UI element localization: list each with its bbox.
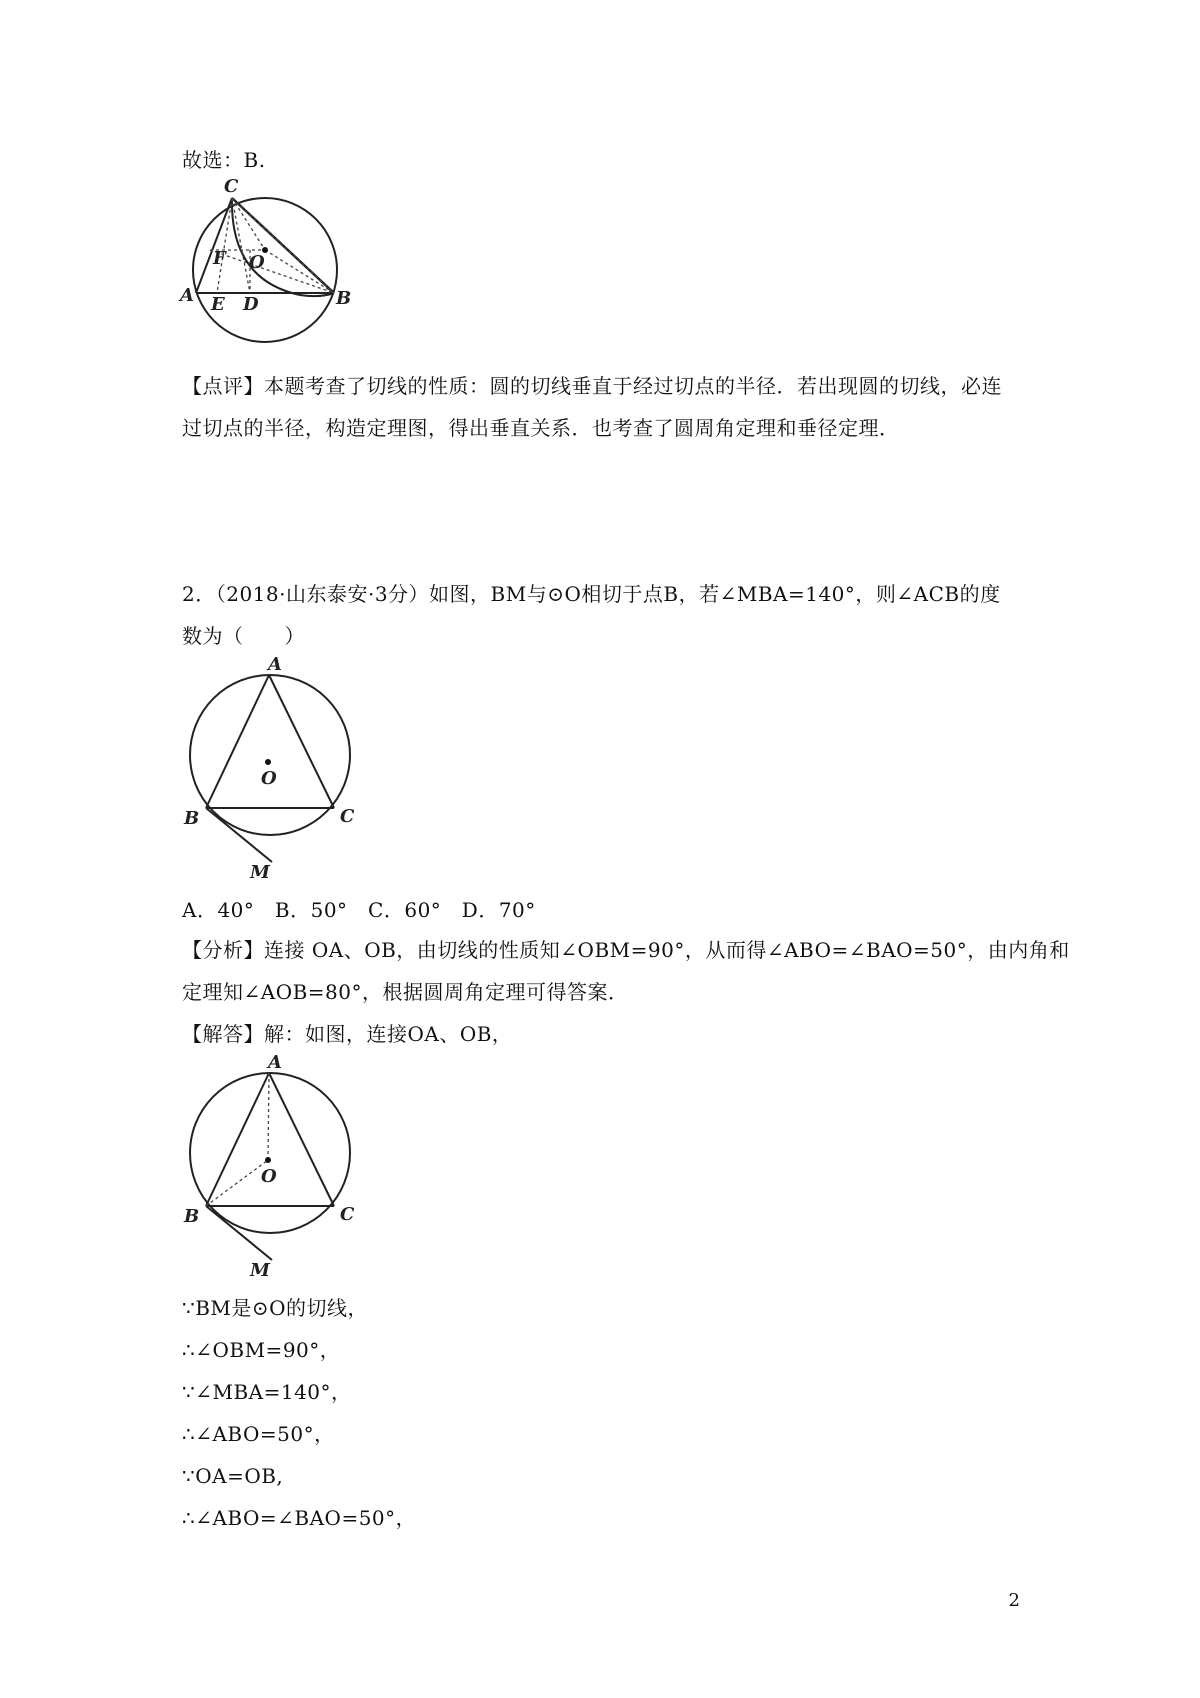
figure-2-diagram xyxy=(180,654,360,883)
label-a: A xyxy=(268,654,282,675)
dotted-fb xyxy=(210,250,334,293)
segment-ac xyxy=(196,198,232,293)
step-line: ∵OA=OB, xyxy=(182,1464,284,1488)
segment-ab xyxy=(206,1073,269,1206)
dotted-ce xyxy=(217,198,232,293)
center-dot xyxy=(265,1157,271,1163)
step-line: ∵BM是⊙O的切线， xyxy=(182,1296,369,1320)
figure-2-svg xyxy=(180,654,360,883)
solution-intro: 【解答】解：如图，连接OA、OB， xyxy=(182,1022,513,1046)
page-number: 2 xyxy=(1008,1590,1020,1611)
figure-3-svg xyxy=(180,1052,360,1281)
label-b: B xyxy=(336,288,352,309)
label-m: M xyxy=(250,862,270,883)
step-line: ∴∠OBM=90°， xyxy=(182,1338,341,1362)
label-d: D xyxy=(243,294,259,315)
label-e: E xyxy=(211,294,225,315)
label-c: C xyxy=(224,176,239,197)
label-c: C xyxy=(340,806,355,827)
dotted-oa xyxy=(268,1073,269,1160)
figure-1-svg xyxy=(180,176,360,350)
label-a: A xyxy=(268,1052,282,1073)
center-dot xyxy=(265,759,271,765)
step-line: ∴∠ABO=∠BAO=50°， xyxy=(182,1506,417,1530)
label-o: O xyxy=(261,1166,277,1187)
label-o: O xyxy=(249,252,265,273)
analysis-line-1: 【分析】连接 OA、OB，由切线的性质知∠OBM=90°，从而得∠ABO=∠BAO=50°，由内角和 xyxy=(182,938,1070,962)
question-2-line-1: 2．（2018·山东泰安·3分）如图，BM与⊙O相切于点B，若∠MBA=140°，则∠ACB的度 xyxy=(182,582,1001,606)
figure-3-diagram xyxy=(180,1052,360,1281)
comment-line-2: 过切点的半径，构造定理图，得出垂直关系．也考查了圆周角定理和垂径定理． xyxy=(182,416,900,440)
label-f: F xyxy=(213,248,226,269)
conclusion-text: 故选：B. xyxy=(182,148,266,172)
circle-o xyxy=(190,675,350,835)
step-line: ∴∠ABO=50°， xyxy=(182,1422,335,1446)
circle-o xyxy=(190,1073,350,1233)
analysis-line-2: 定理知∠AOB=80°，根据圆周角定理可得答案． xyxy=(182,980,629,1004)
label-o: O xyxy=(261,768,277,789)
label-m: M xyxy=(250,1260,270,1281)
step-line: ∵∠MBA=140°， xyxy=(182,1380,352,1404)
label-a: A xyxy=(180,285,194,306)
comment-line-1: 【点评】本题考查了切线的性质：圆的切线垂直于经过切点的半径．若出现圆的切线，必连 xyxy=(182,374,1002,398)
dotted-ob xyxy=(206,1160,268,1206)
circle-o xyxy=(193,198,337,342)
segment-ab xyxy=(206,675,269,808)
label-b: B xyxy=(184,1206,200,1227)
figure-1-diagram xyxy=(180,176,360,350)
label-c: C xyxy=(340,1204,355,1225)
question-2-line-2: 数为（ ） xyxy=(182,624,305,648)
label-b: B xyxy=(184,808,200,829)
answer-options: A．40° B．50° C．60° D．70° xyxy=(182,898,536,922)
